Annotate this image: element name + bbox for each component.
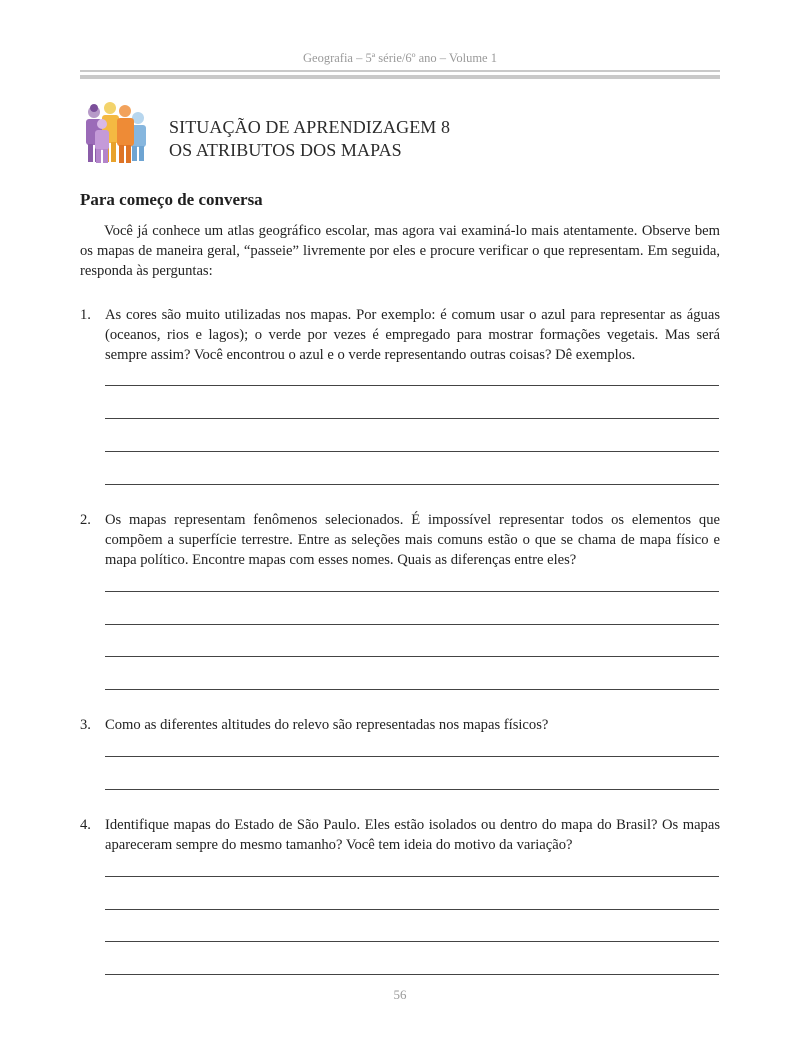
page-number: 56 [393, 987, 407, 1002]
answer-line[interactable] [105, 689, 719, 690]
answer-line[interactable] [105, 941, 719, 942]
header-rule [80, 70, 720, 72]
situacao-title [169, 116, 450, 162]
answer-line[interactable] [105, 451, 719, 452]
people-figures-icon [80, 102, 152, 166]
situacao-title-line1: SITUAÇÃO DE APRENDIZAGEM 8 [169, 117, 451, 137]
answer-line[interactable] [105, 418, 719, 419]
answer-line[interactable] [105, 624, 719, 625]
answer-line[interactable] [105, 876, 719, 877]
question-1 [80, 305, 720, 365]
answer-line[interactable] [105, 789, 719, 790]
answer-line[interactable] [105, 909, 719, 910]
question-number: 1. [80, 307, 91, 323]
question-2 [80, 510, 720, 570]
section-heading: Para começo de conversa [80, 190, 263, 209]
question-text: Como as diferentes altitudes do relevo são representadas nos mapas físicos? [105, 717, 549, 733]
answer-line[interactable] [105, 385, 719, 386]
question-3 [80, 715, 720, 735]
running-header: Geografia – 5ª série/6º ano – Volume 1 [303, 51, 497, 65]
question-text: Identifique mapas do Estado de São Paulo. Eles estão isolados ou dentro do mapa do Brasil? Os mapas apareceram sempre do mesmo tamanho? Você tem ideia do motivo da variação? [105, 817, 720, 853]
answer-line[interactable] [105, 484, 719, 485]
situacao-title-line2: OS ATRIBUTOS DOS MAPAS [169, 140, 402, 160]
answer-line[interactable] [105, 756, 719, 757]
question-text: As cores são muito utilizadas nos mapas. Por exemplo: é comum usar o azul para representar as águas (oceanos, rios e lagos); o verde por vezes é empregado para mostrar formações vegetais. Mas será sempre assim? Você encontrou o azul e o verde representando outras coisas? Dê exemplos. [105, 307, 720, 363]
question-text: Os mapas representam fenômenos selecionados. É impossível representar todos os elementos que compõem a superfície terrestre. Entre as seleções mais comuns estão o que se chama de mapa físico e mapa político. Encontre mapas com esses nomes. Quais as diferenças entre eles? [105, 512, 720, 568]
question-4 [80, 815, 720, 855]
header-rule-thick [80, 75, 720, 79]
answer-line[interactable] [105, 591, 719, 592]
intro-paragraph: Você já conhece um atlas geográfico escolar, mas agora vai examiná-lo mais atentamente. Observe bem os mapas de maneira geral, “passeie” livremente por eles e procure verificar o que representam. Em seguida, responda às perguntas: [80, 223, 720, 279]
answer-line[interactable] [105, 656, 719, 657]
question-number: 3. [80, 717, 91, 733]
question-number: 2. [80, 512, 91, 528]
answer-line[interactable] [105, 974, 719, 975]
question-number: 4. [80, 817, 91, 833]
